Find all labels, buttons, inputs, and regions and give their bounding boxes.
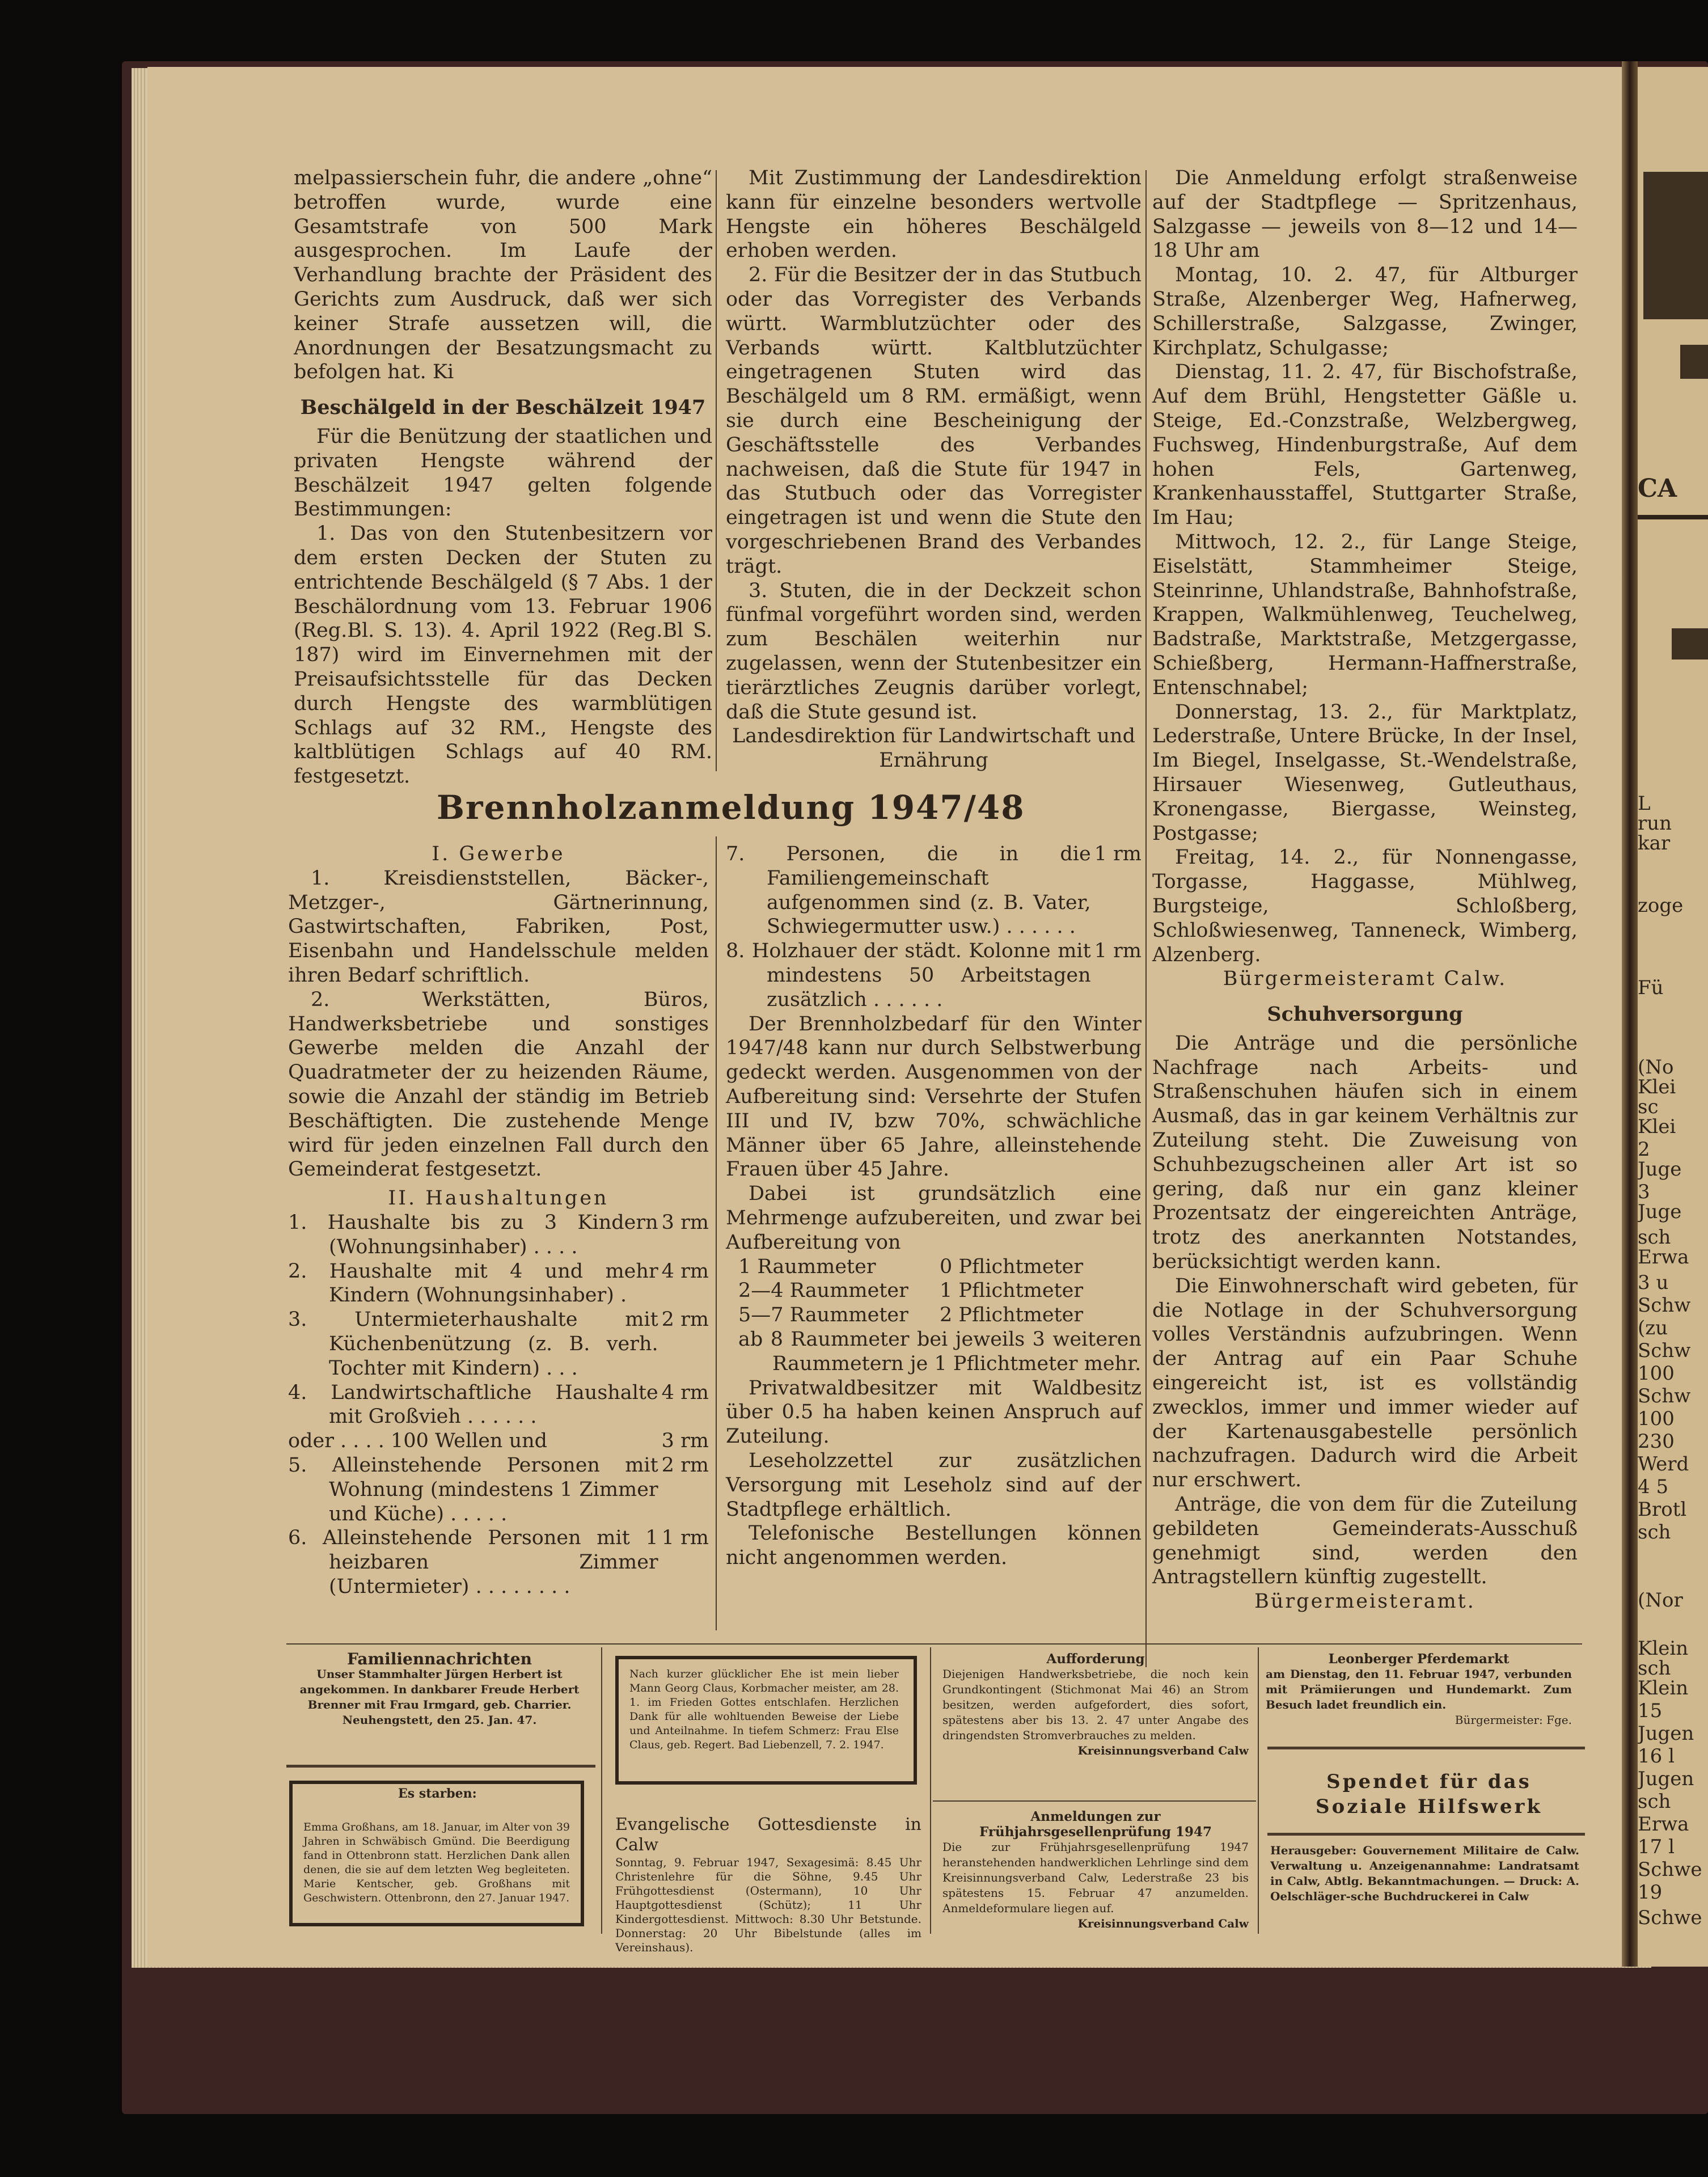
right-page-line: Werd — [1638, 1453, 1689, 1476]
allotment-row — [288, 1259, 709, 1308]
anmeldung-ad — [942, 1809, 1249, 1931]
paragraph: 1. Das von den Stutenbesitzern vor dem ersten Decken der Stuten zu entrichtende Beschälgeld (§ 7 Abs. 1 der Beschälordnung vom 13. Februar 1906 (Reg.Bl. S. 13). 4. April 1922 (Reg.Bl S. 187) wird im Einvernehmen mit der Preisaufsichtsstelle für das Decken durch Hengste des warmblütigen Schlags auf 32 RM., Hengste des kaltblütigen Schlags auf 40 RM. festgesetzt. — [294, 522, 712, 788]
paragraph: Bürgermeisteramt Calw. — [1223, 967, 1507, 991]
haushalt-list-continued — [726, 842, 1142, 1012]
allotment-value: 1 rm — [1094, 843, 1142, 865]
pflicht-row — [726, 1279, 1142, 1303]
masthead-letter-d-fragment — [1680, 345, 1708, 379]
brennholz-title: Brennholzanmeldung 1947/48 — [437, 788, 1025, 827]
gottesdienst-title: Evangelische Gottesdienste in Calw — [615, 1815, 921, 1855]
allotment-value: 3 rm — [661, 1430, 709, 1453]
gewerbe-heading: I. Gewerbe — [432, 843, 565, 865]
right-page-line: Schwe — [1638, 1907, 1702, 1929]
right-page-line: sch — [1638, 1226, 1671, 1249]
allotment-value: 2 rm — [661, 1453, 709, 1477]
right-page-line: Klein — [1638, 1677, 1689, 1700]
section-heading: Beschälgeld in der Beschälzeit 1947 — [300, 396, 706, 420]
paragraph: Dienstag, 11. 2. 47, für Bischofstraße, Auf dem Brühl, Hengstetter Gäßle u. Steige, Ed.-Conzstraße, Welzbergweg, Fuchsweg, Hindenburgstraße, Auf dem hohen Fels, Gartenweg, Krankenhausstaffel, Stuttgarter Straße, Im Hau; — [1152, 361, 1578, 530]
column-2 — [726, 166, 1142, 773]
paragraph: Montag, 10. 2. 47, für Altburger Straße, Alzenberger Weg, Hafnerweg, Schillerstraße, Salzgasse, Zwinger, Kirchplatz, Schulgasse; — [1152, 264, 1578, 360]
right-page-line: Klein — [1638, 1637, 1689, 1660]
paragraph: Mittwoch, 12. 2., für Lange Steige, Eiselstätt, Stammheimer Steige, Steinrinne, Uhlandstraße, Bahnhofstraße, Krappen, Walkmühlenweg, Teuchelweg, Badstraße, Marktstraße, Metzgergasse, Schießberg, Hermann-Haffnerstraße, Entenschnabel; — [1152, 530, 1578, 699]
right-page-line: Jugen — [1638, 1722, 1694, 1745]
paragraph: Bürgermeisteramt. — [1254, 1590, 1476, 1613]
paragraph: 3. Stuten, die in der Deckzeit schon fünfmal vorgeführt worden sind, werden zum Beschälen weiterhin nur zugelassen, wenn der Stutenbesitzer ein tierärztliches Zeugnis darüber vorlegt, daß die Stute gesund ist. — [726, 579, 1142, 724]
column-rule — [1145, 170, 1147, 1667]
right-page-line: L — [1638, 792, 1651, 815]
right-page-line: 100 — [1638, 1362, 1675, 1385]
gewerbe-item: 2. Werkstätten, Büros, Handwerksbetriebe und sonstiges Gewerbe melden die Anzahl der Quadratmeter der zu heizenden Räume, sowie die Anzahl der ständig im Betrieb Beschäftigten. Die zustehende Menge wird für jeden einzelnen Fall durch den Gemeinderat festgesetzt. — [288, 988, 709, 1181]
right-page-line: 2 — [1638, 1138, 1650, 1161]
right-page-line: 3 u — [1638, 1271, 1669, 1294]
allotment-row — [726, 939, 1142, 1012]
allotment-row — [288, 1381, 709, 1430]
allotment-row — [288, 1308, 709, 1380]
paragraph: Leseholzzettel zur zusätzlichen Versorgung mit Leseholz sind auf der Stadtpflege erhältlich. — [726, 1449, 1142, 1521]
ad-rule — [933, 1800, 1256, 1802]
right-page-line: 17 l — [1638, 1836, 1675, 1858]
raummeter: 5—7 Raummeter — [738, 1304, 908, 1327]
pflicht-row — [726, 1303, 1142, 1328]
aufforderung-ad — [942, 1651, 1249, 1758]
pflicht-row — [726, 1255, 1142, 1279]
allotment-label: 6. Alleinstehende Personen mit 1 heizbaren Zimmer (Untermieter) . . . . . . . . — [288, 1527, 658, 1598]
ad-rule — [1267, 1747, 1585, 1749]
brennholz-text-a: Der Brennholzbedarf für den Winter 1947/48 kann nur durch Selbstwerbung gedeckt werden. Ausgenommen von der Aufbereitung sind: Versehrte der Stufen III und IV, bzw 70%, schwächliche Männer über 65 Jahre, alleinstehende Frauen über 45 Jahre. — [726, 1012, 1142, 1181]
pflicht-table — [726, 1255, 1142, 1328]
haushalt-heading: II. Haushaltungen — [388, 1187, 609, 1210]
book-gutter — [1622, 61, 1638, 1967]
gewerbe-item: 1. Kreisdienststellen, Bäcker-, Metzger-, Gärtnerinnung, Gastwirtschaften, Fabriken, Post, Eisenbahn und Handelsschule melden ihren Bedarf schriftlich. — [288, 866, 709, 987]
paragraph: Die Einwohnerschaft wird gebeten, für die Notlage in der Schuhversorgung volles Verständnis aufzubringen. Wenn der Antrag auf ein Paar Schuhe eingereicht ist, ist es vollständig zwecklos, immer und immer wieder auf der Kartenausgabestelle persönlich nachzufragen. Dadurch wird die Arbeit nur erschwert. — [1152, 1274, 1578, 1492]
column-3 — [1152, 166, 1578, 1614]
image-fragment — [1672, 628, 1708, 660]
allotment-value: 1 rm — [661, 1527, 709, 1550]
ads-rule — [1258, 1647, 1259, 1934]
paragraph: Für die Benützung der staatlichen und privaten Hengste während der Beschälzeit 1947 gelten folgende Bestimmungen: — [294, 425, 712, 521]
paragraph: melpassierschein fuhr, die andere „ohne“ betroffen wurde, wurde eine Gesamtstrafe von 500 Mark ausgesprochen. Im Laufe der Verhandlung brachte der Präsident des Gerichts zum Ausdruck, daß wer sich keiner Strafe aussetzen will, die Anordnungen der Besatzungsmacht zu befolgen hat. Ki — [294, 167, 712, 384]
right-page-line: kar — [1638, 832, 1671, 855]
ad-rule — [1267, 1833, 1585, 1836]
right-page-line: Erwa — [1638, 1813, 1689, 1836]
right-page-line: 19 — [1638, 1881, 1663, 1904]
paragraph: Anträge, die von dem für die Zuteilung gebildeten Gemeinderats-Ausschuß genehmigt sind, werden den Antragstellern künftig zugestellt. — [1152, 1493, 1578, 1589]
pflichtmeter: 2 Pflichtmeter — [940, 1304, 1084, 1327]
right-page-line: 100 — [1638, 1407, 1675, 1430]
paragraph: Freitag, 14. 2., für Nonnengasse, Torgasse, Haggasse, Mühlweg, Burgsteige, Schloßberg, Schloßwiesenweg, Tanneneck, Wimberg, Alzenberg. — [1152, 846, 1578, 966]
aufforderung-text: Diejenigen Handwerksbetriebe, die noch kein Grundkontingent (Stichmonat Mai 46) an Strom besitzen, werden aufgefordert, dies sofort, spätestens aber bis 13. 2. 47 unter Angabe des dringendsten Stromverbrauches zu melden. — [942, 1667, 1249, 1742]
allotment-value: 4 rm — [661, 1381, 709, 1404]
pferdemarkt-text: am Dienstag, den 11. Februar 1947, verbunden mit Prämiierungen und Hundemarkt. Zum Besuch ladet freundlich ein. — [1266, 1667, 1572, 1711]
masthead-letter-fragment — [1643, 172, 1708, 319]
gottesdienst-text: Sonntag, 9. Februar 1947, Sexagesimä: 8.45 Uhr Christenlehre für die Söhne, 9.45 Uhr Frühgottesdienst (Ostermann), 10 Uhr Hauptgottesdienst (Schütz); 11 Uhr Kindergottesdienst. Mittwoch: 8.30 Uhr Betstunde. Donnerstag: 20 Uhr Bibelstunde (alles im Vereinshaus). — [615, 1855, 921, 1954]
right-page-line: Erwa — [1638, 1246, 1689, 1269]
right-page-line: zoge — [1638, 894, 1684, 917]
right-page-line: sc — [1638, 1096, 1659, 1118]
column-rule — [716, 170, 717, 771]
column-rule — [716, 836, 717, 1630]
right-page-line: 230 — [1638, 1430, 1675, 1453]
pflicht-last: ab 8 Raummeter bei jeweils 3 weiteren Raummetern je 1 Pflichtmeter mehr. — [738, 1328, 1142, 1375]
paragraph: Die Anmeldung erfolgt straßenweise auf der Stadtpflege — Spritzenhaus, Salzgasse — jeweils von 8—12 und 14—18 Uhr am — [1152, 167, 1578, 263]
brennholz-tail — [726, 1376, 1142, 1570]
right-page-line: 16 l — [1638, 1745, 1675, 1768]
familien-title: Familiennachrichten — [346, 1650, 532, 1668]
right-page-line: Jugen — [1638, 1768, 1694, 1790]
right-page-line: Fü — [1638, 977, 1664, 999]
right-page-line: sch — [1638, 1790, 1671, 1813]
raummeter: 1 Raummeter — [738, 1255, 876, 1278]
allotment-label: 1. Haushalte bis zu 3 Kindern (Wohnungsinhaber) . . . . — [288, 1211, 658, 1258]
allotment-value: 1 rm — [1094, 940, 1142, 963]
allotment-label: 2. Haushalte mit 4 und mehr Kindern (Wohnungsinhaber) . — [288, 1259, 658, 1307]
allotment-row — [288, 1211, 709, 1259]
haushalt-list — [288, 1211, 709, 1599]
right-page-line: Klei — [1638, 1076, 1676, 1098]
right-page-line: Juge — [1638, 1158, 1682, 1181]
pflichtmeter: 0 Pflichtmeter — [940, 1255, 1084, 1278]
right-page-line: Juge — [1638, 1200, 1682, 1223]
right-page-line: Schwe — [1638, 1858, 1702, 1881]
trauer-text: Nach kurzer glücklicher Ehe ist mein lieber Mann Georg Claus, Korbmacher meister, am 28. 1. im Frieden Gottes entschlafen. Herzlichen Dank für alle wohltuenden Beweise der Liebe und Anteilnahme. In tiefem Schmerz: Frau Else Claus, geb. Regert. Bad Liebenzell, 7. 2. 1947. — [629, 1668, 899, 1751]
gottesdienst-ad — [615, 1815, 921, 1955]
brennholz-left — [288, 842, 709, 1599]
ad-rule — [286, 1765, 595, 1768]
right-page-line: Brotl — [1638, 1498, 1687, 1521]
column-1 — [294, 166, 712, 789]
ads-rule — [930, 1647, 931, 1934]
right-page-line: CA — [1638, 474, 1677, 503]
starben-text: Emma Großhans, am 18. Januar, im Alter von 39 Jahren in Schwäbisch Gmünd. Die Beerdigung fand in Ottenbronn statt. Herzlichen Dank allen denen, die sie auf dem letzten Weg begleiteten. Marie Kentscher, geb. Großhans mit Geschwistern. Ottenbronn, den 27. Januar 1947. — [303, 1821, 570, 1904]
right-page-line: (No — [1638, 1056, 1674, 1079]
allotment-label: 4. Landwirtschaftliche Haushalte mit Großvieh . . . . . . — [288, 1381, 658, 1428]
right-page-line: (Nor — [1638, 1589, 1683, 1612]
paragraph: Mit Zustimmung der Landesdirektion kann für einzelne besonders wertvolle Hengste ein höheres Beschälgeld erhoben werden. — [726, 167, 1142, 263]
aufforderung-sign: Kreisinnungsverband Calw — [1077, 1744, 1249, 1757]
right-page-line: 15 — [1638, 1700, 1663, 1722]
right-page-line: sch — [1638, 1657, 1671, 1680]
paragraph: Telefonische Bestellungen können nicht angenommen werden. — [726, 1522, 1142, 1570]
starben-title: Es starben: — [391, 1786, 484, 1801]
brennholz-right — [726, 842, 1142, 1570]
brennholz-text-b: Dabei ist grundsätzlich eine Mehrmenge aufzubereiten, und zwar bei Aufbereitung von — [726, 1182, 1142, 1254]
allotment-label: 7. Personen, die in die Familiengemeinschaft aufgenommen sind (z. B. Vater, Schwiegermutter usw.) . . . . . . — [726, 843, 1091, 939]
right-page-line: (zu — [1638, 1317, 1668, 1339]
section-heading: Schuhversorgung — [1267, 1003, 1463, 1026]
hilfswerk-banner: Spendet für das Soziale Hilfswerk — [1316, 1770, 1542, 1818]
right-page-line: Klei — [1638, 1115, 1676, 1138]
right-page-line: 3 — [1638, 1181, 1650, 1203]
allotment-value: 4 rm — [661, 1259, 709, 1283]
paragraph: 2. Für die Besitzer der in das Stutbuch oder das Vorregister des Verbands württ. Warmblutzüchter oder des Verbands württ. Kaltblutzüchter eingetragenen Stuten wird das Beschälgeld um 8 RM. ermäßigt, wenn sie durch eine Bescheinigung der Geschäftsstelle des Verbandes nachweisen, daß die Stute für 1947 in das Stutbuch oder das Vorregister eingetragen ist und wenn die Stute den vorgeschriebenen Brand des Verbandes trägt. — [726, 264, 1142, 578]
ads-top-rule — [286, 1643, 1582, 1645]
anmeldung-sign: Kreisinnungsverband Calw — [1077, 1917, 1249, 1930]
pflichtmeter: 1 Pflichtmeter — [940, 1279, 1084, 1303]
pferdemarkt-ad — [1266, 1651, 1572, 1728]
right-page-fragment — [1638, 67, 1708, 1967]
ads-rule — [601, 1647, 602, 1934]
familien-text: Unser Stammhalter Jürgen Herbert ist angekommen. In dankbarer Freude Herbert Brenner mit Frau Irmgard, geb. Charrier. Neuhengstett, den 25. Jan. 47. — [299, 1667, 580, 1727]
header-rule — [1638, 515, 1708, 519]
right-page-line: sch — [1638, 1521, 1671, 1544]
pferdemarkt-title: Leonberger Pferdemarkt — [1328, 1651, 1510, 1667]
paragraph: Die Anträge und die persönliche Nachfrage nach Arbeits- und Straßenschuhen häufen sich in einem Ausmaß, das in gar keinem Verhältnis zur Zuteilung steht. Die Zuweisung von Schuhbezugscheinen aller Art ist so gering, daß nur ein ganz kleiner Prozentsatz der eingereichten Anträge, trotz des anerkannten Notstandes, berücksichtigt werden kann. — [1152, 1032, 1578, 1274]
right-page-line: 4 5 — [1638, 1476, 1669, 1498]
anmeldung-text: Die zur Frühjahrsgesellenprüfung 1947 heranstehenden handwerklichen Lehrlinge sind dem Kreisinnungsverband Calw, Lederstraße 23 bis spätestens 15. Februar 47 anzumelden. Anmeldeformulare liegen auf. — [942, 1840, 1249, 1915]
raummeter: 2—4 Raummeter — [738, 1279, 908, 1303]
allotment-row — [288, 1429, 709, 1453]
allotment-value: 3 rm — [661, 1211, 709, 1234]
allotment-value: 2 rm — [661, 1308, 709, 1331]
allotment-label: 8. Holzhauer der städt. Kolonne mit mindestens 50 Arbeitstagen zusätzlich . . . . . . — [726, 940, 1091, 1011]
aufforderung-title: Aufforderung — [1046, 1651, 1145, 1667]
right-page-line: Schw — [1638, 1294, 1691, 1317]
allotment-label: oder . . . . 100 Wellen und — [288, 1430, 548, 1453]
allotment-row — [288, 1453, 709, 1526]
allotment-row — [288, 1526, 709, 1599]
right-page-line: Schw — [1638, 1339, 1691, 1362]
paragraph: Donnerstag, 13. 2., für Marktplatz, Lederstraße, Untere Brücke, In der Insel, Im Biegel, Inselgasse, St.-Wendelstraße, Hirsauer Wiesenweg, Gutleuthaus, Kronengasse, Biergasse, Weinsteg, Postgasse; — [1152, 700, 1578, 845]
right-page-line: Schw — [1638, 1385, 1691, 1407]
allotment-row — [726, 842, 1142, 939]
pferdemarkt-sign: Bürgermeister: Fge. — [1455, 1713, 1572, 1727]
paragraph: Landesdirektion für Landwirtschaft und Ernährung — [732, 725, 1135, 772]
allotment-label: 5. Alleinstehende Personen mit Wohnung (mindestens 1 Zimmer und Küche) . . . . . — [288, 1453, 658, 1525]
right-page-line: run — [1638, 812, 1672, 835]
paragraph: Privatwaldbesitzer mit Waldbesitz über 0.5 ha haben keinen Anspruch auf Zuteilung. — [726, 1376, 1142, 1448]
impressum: Herausgeber: Gouvernement Militaire de Calw. Verwaltung u. Anzeigenannahme: Landratsamt in Calw, Abtlg. Bekanntmachungen. — Druck: A. Oelschläger-sche Buchdruckerei in Calw — [1270, 1844, 1579, 1903]
allotment-label: 3. Untermieterhaushalte mit Küchenbenützung (z. B. verh. Tochter mit Kindern) . . . — [288, 1308, 658, 1380]
anmeldung-title: Anmeldungen zur Frühjahrsgesellenprüfung 1947 — [979, 1809, 1212, 1840]
familien-ad — [286, 1651, 593, 1728]
gewerbe-list — [288, 866, 709, 1182]
